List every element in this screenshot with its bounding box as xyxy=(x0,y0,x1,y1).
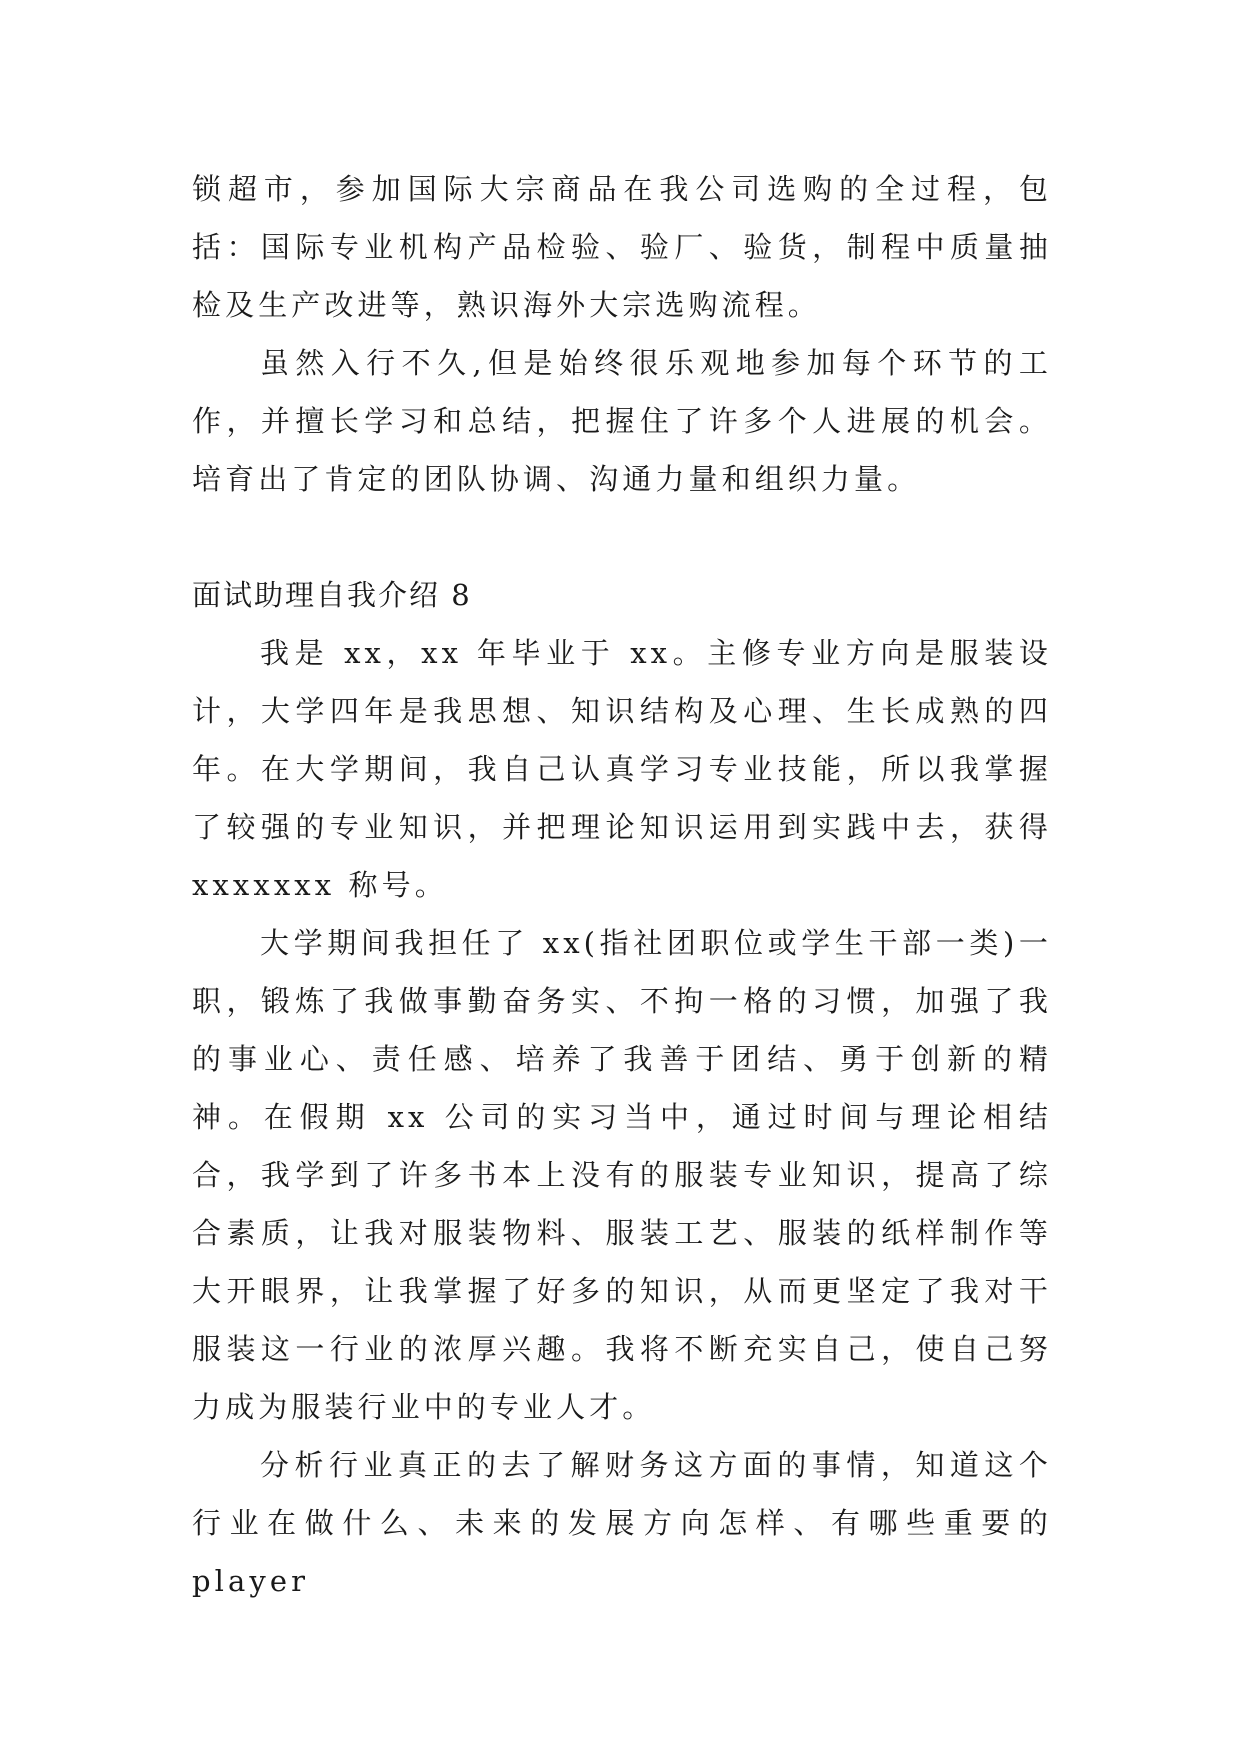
document-page xyxy=(192,160,1052,1610)
paragraph: 我是 xx，xx 年毕业于 xx。主修专业方向是服装设计，大学四年是我思想、知识结构及心理、生长成熟的四年。在大学期间，我自己认真学习专业技能，所以我掌握了较强的专业知识，并把理论知识运用到实践中去，获得 xxxxxxx 称号。 xyxy=(192,636,1052,902)
paragraph: 分析行业真正的去了解财务这方面的事情，知道这个行业在做什么、未来的发展方向怎样、有哪些重要的 player xyxy=(192,1448,1052,1598)
paragraph-continued: 锁超市，参加国际大宗商品在我公司选购的全过程，包括：国际专业机构产品检验、验厂、验货，制程中质量抽检及生产改进等，熟识海外大宗选购流程。 xyxy=(192,172,1052,322)
section-title: 面试助理自我介绍 8 xyxy=(192,578,472,612)
paragraph: 虽然入行不久,但是始终很乐观地参加每个环节的工作，并擅长学习和总结，把握住了许多个人进展的机会。培育出了肯定的团队协调、沟通力量和组织力量。 xyxy=(192,346,1052,496)
paragraph: 大学期间我担任了 xx(指社团职位或学生干部一类)一职，锻炼了我做事勤奋务实、不拘一格的习惯，加强了我的事业心、责任感、培养了我善于团结、勇于创新的精神。在假期 xx 公司的实习当中，通过时间与理论相结合，我学到了许多书本上没有的服装专业知识，提高了综合素质，让我对服装物料、服装工艺、服装的纸样制作等大开眼界，让我掌握了好多的知识，从而更坚定了我对干服装这一行业的浓厚兴趣。我将不断充实自己，使自己努力成为服装行业中的专业人才。 xyxy=(192,926,1052,1424)
section-spacer xyxy=(192,508,1052,566)
